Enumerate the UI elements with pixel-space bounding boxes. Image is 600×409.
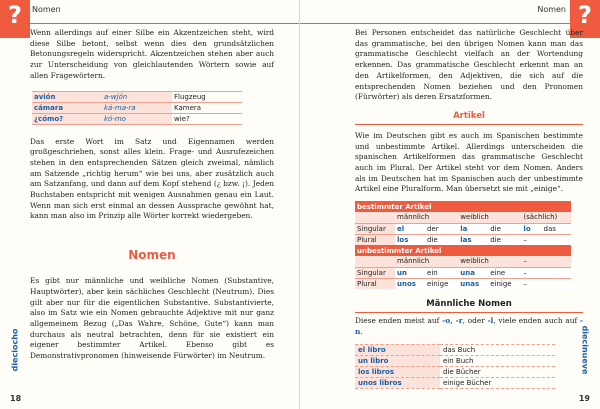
article-es: los bbox=[395, 234, 425, 245]
table-row bbox=[355, 223, 571, 234]
article-de: eine bbox=[488, 267, 521, 278]
paragraph-grammatical-gender: Bei Personen entscheidet das natürliche Geschlecht über das grammatische, bei den übrigen Nomen kann man das grammatische Geschlecht vielfach an der Wortendung erkennen. Das grammatische Geschlecht erkennt man an den Artikelformen, den Adjektiven, die sich auf die entsprechenden Nomen beziehen und den Pronomen (Fürwörter) als deren Ersatzformen. bbox=[355, 28, 583, 102]
article-de: einige bbox=[488, 278, 521, 289]
empty-cell bbox=[355, 212, 395, 223]
article-de: die bbox=[488, 223, 521, 234]
intro-text: . bbox=[360, 326, 363, 336]
indefinite-article-label: unbestimmter Artikel bbox=[355, 245, 571, 256]
row-label: Plural bbox=[355, 278, 395, 289]
paragraph-masculine-endings bbox=[355, 316, 583, 337]
question-mark-icon: ? bbox=[578, 1, 592, 29]
ending-o-r: -o, -r bbox=[442, 316, 463, 326]
table-row bbox=[32, 113, 242, 124]
translation: wie? bbox=[172, 113, 242, 124]
page-number: 18 bbox=[10, 394, 22, 403]
pronunciation: ká-ma-ra bbox=[102, 102, 172, 113]
table-row bbox=[355, 377, 555, 388]
table-header-row bbox=[355, 212, 571, 223]
article-es: unos bbox=[395, 278, 425, 289]
paragraph-accent: Wenn allerdings auf einer Silbe ein Akzentzeichen steht, wird diese Silbe betont, selbst wenn dies den grundsätzlichen Betonungsregeln widerspricht. Akzentzeichen stehen aber auch zur Unterscheidung von gleichlautenden Wörtern sowie auf allen Fragewörtern. bbox=[30, 28, 274, 80]
article-es: – bbox=[521, 278, 541, 289]
paragraph-capitalization: Das erste Wort im Satz und Eigennamen werden großgeschrieben, sonst alles klein. Frage- und Ausrufezeichen stehen in den entsprechenden Sätzen gleich zweimal, nämlich am Satzende „richtig herum“ wie bei uns, aber zusätzlich auch am Satzanfang, und dann auf dem Kopf stehend (¿ bzw. ¡). Jeden Buchstaben entspricht mit wenigen Ausnahmen genau ein Laut. Wenn man sich erst einmal an dessen Aussprache gewöhnt hat, kann man also im Prinzip alle Wörter korrekt wiedergeben. bbox=[30, 136, 274, 221]
spanish-example: unos libros bbox=[355, 377, 440, 388]
article-de: einige bbox=[425, 278, 458, 289]
page-number: 19 bbox=[578, 394, 590, 403]
article-de bbox=[542, 278, 571, 289]
article-de: der bbox=[425, 223, 458, 234]
german-example: die Bücher bbox=[440, 366, 555, 377]
empty-cell bbox=[355, 256, 395, 267]
translation: Flugzeug bbox=[172, 91, 242, 102]
page-header bbox=[30, 0, 299, 24]
spanish-example: el libro bbox=[355, 344, 440, 355]
german-example: ein Buch bbox=[440, 355, 555, 366]
header-title: Nomen bbox=[32, 5, 61, 14]
article-de bbox=[542, 234, 571, 245]
header-title: Nomen bbox=[537, 5, 566, 14]
german-example: einige Bücher bbox=[440, 377, 555, 388]
pronunciation: kó-mo bbox=[102, 113, 172, 124]
table-row bbox=[355, 267, 571, 278]
table-row bbox=[355, 234, 571, 245]
article-de: das bbox=[542, 223, 571, 234]
spanish-example: los libros bbox=[355, 366, 440, 377]
table-row bbox=[355, 366, 555, 377]
left-content bbox=[30, 28, 274, 362]
header-neuter: (sächlich) bbox=[521, 212, 571, 223]
spanish-word: cámara bbox=[32, 102, 102, 113]
ending-l: -l bbox=[487, 316, 494, 326]
article-es: lo bbox=[521, 223, 541, 234]
divider bbox=[355, 124, 583, 125]
article-es: – bbox=[521, 234, 541, 245]
article-es: una bbox=[458, 267, 488, 278]
article-de bbox=[542, 267, 571, 278]
table-row bbox=[355, 344, 555, 355]
section-title-masculine-nouns: Männliche Nomen bbox=[426, 299, 512, 310]
row-label: Singular bbox=[355, 223, 395, 234]
german-example: das Buch bbox=[440, 344, 555, 355]
ending-n: -n bbox=[355, 316, 583, 336]
intro-text: Diese enden meist auf bbox=[355, 316, 443, 326]
table-row bbox=[32, 91, 242, 102]
page-word-label bbox=[0, 320, 30, 380]
table-row bbox=[355, 355, 555, 366]
article-de: die bbox=[488, 234, 521, 245]
paragraph-artikel: Wie im Deutschen gibt es auch im Spanischen bestimmte und unbestimmte Artikel. Allerdings unterscheiden die spanischen Artikelformen das grammatische Geschlecht auch im Plural. Der Artikel steht vor dem Nomen. Anders als im Deutschen hat im Spanischen auch der unbestimmte Artikel eine Pluralform. Man übersetzt sie mit „einige“. bbox=[355, 130, 583, 194]
right-page bbox=[300, 0, 600, 409]
intro-text: , oder bbox=[462, 316, 488, 326]
pronunciation: a-wjón bbox=[102, 91, 172, 102]
page-word-label bbox=[570, 320, 600, 380]
article-es: unas bbox=[458, 278, 488, 289]
right-content bbox=[355, 28, 583, 389]
article-de: ein bbox=[425, 267, 458, 278]
table-row bbox=[355, 278, 571, 289]
article-es: las bbox=[458, 234, 488, 245]
article-table bbox=[355, 201, 571, 289]
header-neuter: – bbox=[521, 256, 571, 267]
row-label: Plural bbox=[355, 234, 395, 245]
page-word-text: dieciocho bbox=[10, 328, 20, 372]
section-title-artikel: Artikel bbox=[453, 110, 485, 121]
spanish-example: un libro bbox=[355, 355, 440, 366]
header-masculine: männlich bbox=[395, 256, 458, 267]
definite-article-label: bestimmter Artikel bbox=[355, 201, 571, 212]
divider bbox=[355, 312, 583, 313]
row-label: Singular bbox=[355, 267, 395, 278]
paragraph-gender: Es gibt nur männliche und weibliche Nomen (Substantive, Hauptwörter), aber kein sächliches Geschlecht (Neutrum). Dies gilt aber nur für die eigentlichen Substantive. Substantivierte, also im Satz wie ein Nomen gebrauchte Adjektive mit nur ganz allgemeinem Bezug („Das Wahre, Schöne, Gute“) kann man durchaus als neutral betrachten, denn für sie existiert ein eigener bestimmter Artikel. Ebenso gibt es Demonstrativpronomen (hinweisende Fürwörter) im Neutrum. bbox=[30, 276, 274, 361]
spanish-word: ¿cómo? bbox=[32, 113, 102, 124]
header-masculine: männlich bbox=[395, 212, 458, 223]
example-table bbox=[355, 344, 555, 389]
header-feminine: weiblich bbox=[458, 256, 521, 267]
table-row bbox=[32, 102, 242, 113]
spanish-word: avión bbox=[32, 91, 102, 102]
article-es: un bbox=[395, 267, 425, 278]
page-header bbox=[300, 0, 570, 24]
accent-table bbox=[32, 91, 242, 125]
table-header-row bbox=[355, 256, 571, 267]
question-mark-icon: ? bbox=[8, 1, 22, 29]
page-word-text: diecinueve bbox=[580, 325, 590, 375]
article-es: – bbox=[521, 267, 541, 278]
artikel-heading bbox=[355, 111, 583, 125]
article-es: la bbox=[458, 223, 488, 234]
article-de: die bbox=[425, 234, 458, 245]
table-band bbox=[355, 201, 571, 212]
table-band bbox=[355, 245, 571, 256]
article-es: el bbox=[395, 223, 425, 234]
intro-text: , viele enden auch auf bbox=[493, 316, 580, 326]
header-feminine: weiblich bbox=[458, 212, 521, 223]
section-title-nomen: Nomen bbox=[128, 248, 176, 263]
question-mark-box bbox=[0, 0, 30, 38]
translation: Kamera bbox=[172, 102, 242, 113]
